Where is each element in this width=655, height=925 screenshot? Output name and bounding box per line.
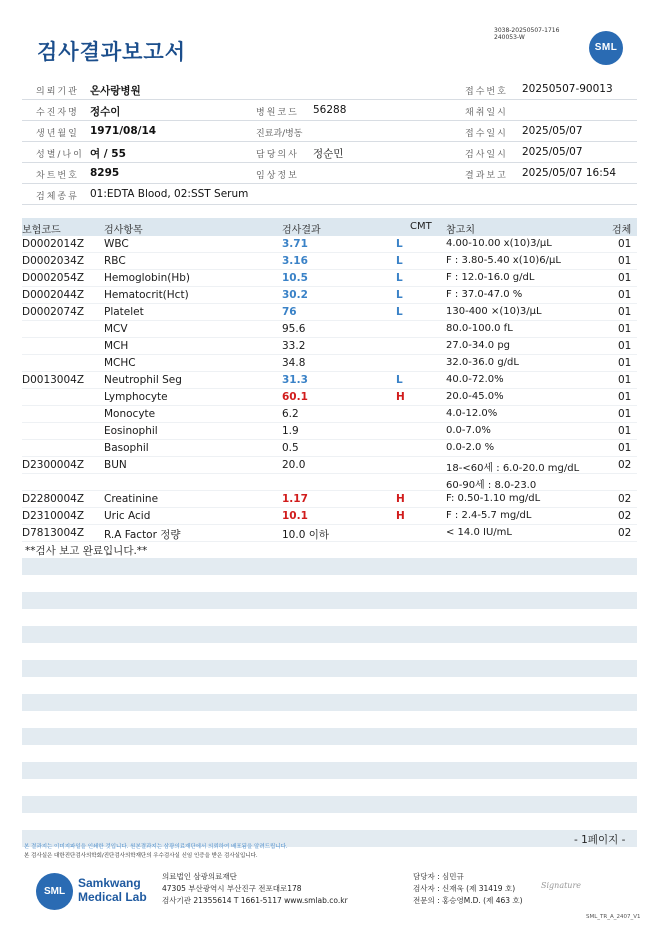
birth-value: 1971/08/14 <box>90 125 157 137</box>
staff-inspector: 검사자 : 신재욱 (제 31419 호) <box>413 884 516 893</box>
cell-code: D0002034Z <box>22 255 85 267</box>
table-row <box>22 389 637 406</box>
table-row <box>22 457 637 474</box>
cell-test-name: RBC <box>104 255 126 267</box>
table-row <box>22 270 637 287</box>
info-row <box>22 121 637 142</box>
cell-result: 6.2 <box>282 408 299 420</box>
cell-result: 1.17 <box>282 493 308 505</box>
cell-flag: H <box>396 391 405 403</box>
specimen-type-label: 검체종류 <box>36 192 79 202</box>
cell-reference: F : 37.0-47.0 % <box>446 289 523 300</box>
cell-specimen: 01 <box>618 306 632 318</box>
info-row <box>22 184 637 205</box>
cell-specimen: 01 <box>618 408 632 420</box>
cell-result: 1.9 <box>282 425 299 437</box>
results-table <box>22 218 637 559</box>
patient-label: 수진자명 <box>36 108 79 118</box>
cell-result: 33.2 <box>282 340 306 352</box>
cell-code: D0002014Z <box>22 238 85 250</box>
page-number: - 1페이지 - <box>574 834 626 846</box>
cell-test-name: MCHC <box>104 357 136 369</box>
header-cmt: CMT <box>410 221 432 232</box>
cell-reference: F : 2.4-5.7 mg/dL <box>446 510 532 521</box>
receipt-no-label: 접수번호 <box>465 87 508 97</box>
cell-result: 60.1 <box>282 391 308 403</box>
cell-test-name: Eosinophil <box>104 425 158 437</box>
cell-reference: 80.0-100.0 fL <box>446 323 513 334</box>
cell-test-name: Monocyte <box>104 408 156 420</box>
cell-code: D0013004Z <box>22 374 85 386</box>
cell-test-name: Hematocrit(Hct) <box>104 289 189 301</box>
report-date-value: 2025/05/07 16:54 <box>522 167 617 179</box>
hospital-code-value: 56288 <box>313 104 347 116</box>
hospital-value: 온사랑병원 <box>90 85 141 97</box>
signature-image: Signature <box>541 881 582 890</box>
cell-code: D7813004Z <box>22 527 85 539</box>
table-row <box>22 253 637 270</box>
stripe <box>22 558 637 575</box>
cell-flag: L <box>396 289 403 301</box>
header-code: 보험코드 <box>22 225 61 236</box>
page-title: 검사결과보고서 <box>37 40 187 64</box>
cell-reference: 0.0-2.0 % <box>446 442 495 453</box>
cell-test-name: Lymphocyte <box>104 391 168 403</box>
org-contact: 검사기관 21355614 T 1661-5117 www.smlab.co.kr <box>162 896 348 905</box>
patient-value: 정수이 <box>90 106 121 118</box>
receipt-date-value: 2025/05/07 <box>522 125 583 137</box>
cell-specimen: 01 <box>618 323 632 335</box>
cell-result: 95.6 <box>282 323 306 335</box>
cell-result: 76 <box>282 306 297 318</box>
stripe <box>22 626 637 643</box>
test-date-value: 2025/05/07 <box>522 146 583 158</box>
cell-specimen: 01 <box>618 374 632 386</box>
header-ref: 참고치 <box>446 225 475 236</box>
test-date-label: 검사일시 <box>465 150 508 160</box>
cell-specimen: 01 <box>618 340 632 352</box>
header-specimen: 검체 <box>612 225 632 236</box>
sex-age-value: 여 / 55 <box>90 148 126 160</box>
table-row <box>22 406 637 423</box>
notice-image-copy: 본 결과지는 이미지파일을 인쇄한 것입니다. 원본결과지는 삼광의료재단에서 의뢰하여 배포됨을 알려드립니다. <box>24 844 288 850</box>
cell-result: 30.2 <box>282 289 308 301</box>
cell-specimen: 02 <box>618 459 632 471</box>
cell-result: 34.8 <box>282 357 306 369</box>
cell-reference: 18-<60세 : 6.0-20.0 mg/dL <box>446 463 580 474</box>
cell-test-name: Platelet <box>104 306 144 318</box>
stripe <box>22 694 637 711</box>
stripe <box>22 592 637 609</box>
stripe <box>22 796 637 813</box>
cell-flag: H <box>396 493 405 505</box>
cell-reference: F: 0.50-1.10 mg/dL <box>446 493 541 504</box>
info-row <box>22 163 637 184</box>
cell-specimen: 02 <box>618 493 632 505</box>
org-address: 47305 부산광역시 부산진구 전포대로178 <box>162 884 302 893</box>
sex-age-label: 성별/나이 <box>36 150 84 160</box>
report-date-label: 결과보고 <box>465 171 508 181</box>
chart-no-value: 8295 <box>90 167 120 179</box>
document-id <box>494 27 559 41</box>
stripe <box>22 762 637 779</box>
cell-test-name: WBC <box>104 238 129 250</box>
cell-flag: L <box>396 255 403 267</box>
cell-specimen: 01 <box>618 357 632 369</box>
cell-test-name: Hemoglobin(Hb) <box>104 272 191 284</box>
cell-code: D0002044Z <box>22 289 85 301</box>
table-row <box>22 440 637 457</box>
cell-specimen: 01 <box>618 442 632 454</box>
cell-specimen: 01 <box>618 255 632 267</box>
chart-no-label: 차트번호 <box>36 171 79 181</box>
header-name: 검사항목 <box>104 225 143 236</box>
header-result: 검사결과 <box>282 225 321 236</box>
notice-certification: 본 검사실은 대한진단검사의학회/진단검사의학재단의 우수검사실 신임 인증을 받은 검사실입니다. <box>24 853 258 859</box>
dept-label: 진료과/병동 <box>256 129 303 139</box>
brand-line2: Medical Lab <box>78 890 147 904</box>
cell-reference: F : 3.80-5.40 x(10)6/μL <box>446 255 561 266</box>
cell-reference: 0.0-7.0% <box>446 425 491 436</box>
table-row <box>22 525 637 542</box>
cell-reference: 40.0-72.0% <box>446 374 504 385</box>
stripe <box>22 728 637 745</box>
specimen-type-value: 01:EDTA Blood, 02:SST Serum <box>90 188 249 200</box>
cell-result: 31.3 <box>282 374 308 386</box>
doctor-value: 정순민 <box>313 148 344 160</box>
cell-result: 20.0 <box>282 459 306 471</box>
footer-staff <box>413 871 523 907</box>
cell-flag: L <box>396 306 403 318</box>
cell-result: 3.16 <box>282 255 308 267</box>
receipt-date-label: 접수일시 <box>465 129 508 139</box>
sml-logo: SML <box>589 31 623 65</box>
info-row <box>22 100 637 121</box>
completion-note: **검사 보고 완료입니다.** <box>25 545 148 557</box>
cell-reference: 60-90세 : 8.0-23.0 <box>446 480 537 491</box>
cell-specimen: 02 <box>618 510 632 522</box>
stripe <box>22 660 637 677</box>
cell-specimen: 01 <box>618 272 632 284</box>
footer-address <box>162 871 348 907</box>
clinical-label: 임상정보 <box>256 171 299 181</box>
cell-reference: 4.00-10.00 x(10)3/μL <box>446 238 552 249</box>
org-name: 의료법인 삼광의료재단 <box>162 872 237 881</box>
cell-test-name: R.A Factor 정량 <box>104 529 181 541</box>
table-row <box>22 304 637 321</box>
cell-flag: L <box>396 272 403 284</box>
cell-reference: < 14.0 IU/mL <box>446 527 512 538</box>
cell-specimen: 02 <box>618 527 632 539</box>
results-header <box>22 218 637 236</box>
cell-specimen: 01 <box>618 425 632 437</box>
cell-code: D2300004Z <box>22 459 85 471</box>
document-id-line2: 240053-W <box>494 34 525 41</box>
cell-result: 0.5 <box>282 442 299 454</box>
cell-test-name: MCV <box>104 323 128 335</box>
hospital-label: 의뢰기관 <box>36 87 79 97</box>
cell-test-name: Uric Acid <box>104 510 151 522</box>
cell-flag: H <box>396 510 405 522</box>
cell-flag: L <box>396 374 403 386</box>
cell-test-name: Creatinine <box>104 493 159 505</box>
cell-code: D0002074Z <box>22 306 85 318</box>
table-row <box>22 287 637 304</box>
cell-reference: F : 12.0-16.0 g/dL <box>446 272 535 283</box>
footer-logo: SML <box>36 873 73 910</box>
cell-reference: 20.0-45.0% <box>446 391 504 402</box>
cell-test-name: BUN <box>104 459 127 471</box>
table-row <box>22 474 637 491</box>
table-row <box>22 321 637 338</box>
brand-line1: Samkwang <box>78 876 141 890</box>
cell-specimen: 01 <box>618 289 632 301</box>
cell-result: 10.5 <box>282 272 308 284</box>
cell-flag: L <box>396 238 403 250</box>
cell-test-name: Neutrophil Seg <box>104 374 182 386</box>
cell-result: 3.71 <box>282 238 308 250</box>
cell-result: 10.1 <box>282 510 308 522</box>
table-row <box>22 338 637 355</box>
staff-manager: 담당자 : 심민규 <box>413 872 464 881</box>
birth-label: 생년월일 <box>36 129 79 139</box>
cell-specimen: 01 <box>618 238 632 250</box>
table-row <box>22 491 637 508</box>
cell-reference: 27.0-34.0 pg <box>446 340 511 351</box>
cell-reference: 32.0-36.0 g/dL <box>446 357 519 368</box>
cell-reference: 130-400 ×(10)3/μL <box>446 306 542 317</box>
cell-result: 10.0 이하 <box>282 529 330 541</box>
doctor-label: 담당의사 <box>256 150 299 160</box>
receipt-no-value: 20250507-90013 <box>522 83 613 95</box>
table-row <box>22 423 637 440</box>
cell-specimen: 01 <box>618 391 632 403</box>
staff-specialist: 전문의 : 홍승영M.D. (제 463 호) <box>413 896 523 905</box>
hospital-code-label: 병원코드 <box>256 108 299 118</box>
info-row <box>22 142 637 163</box>
cell-code: D2280004Z <box>22 493 85 505</box>
cell-reference: 4.0-12.0% <box>446 408 498 419</box>
cell-test-name: Basophil <box>104 442 149 454</box>
footer-brand <box>78 876 147 904</box>
table-row <box>22 508 637 525</box>
cell-code: D0002054Z <box>22 272 85 284</box>
cell-test-name: MCH <box>104 340 129 352</box>
results-body <box>22 236 637 542</box>
document-id-line1: 3038-20250507-1716 <box>494 27 560 34</box>
table-row <box>22 372 637 389</box>
cell-code: D2310004Z <box>22 510 85 522</box>
patient-info <box>22 79 637 205</box>
collect-date-label: 채취일시 <box>465 108 508 118</box>
form-code: SML_TR_A_2407_V1 <box>586 914 641 920</box>
table-row <box>22 355 637 372</box>
info-row <box>22 79 637 100</box>
table-row <box>22 236 637 253</box>
